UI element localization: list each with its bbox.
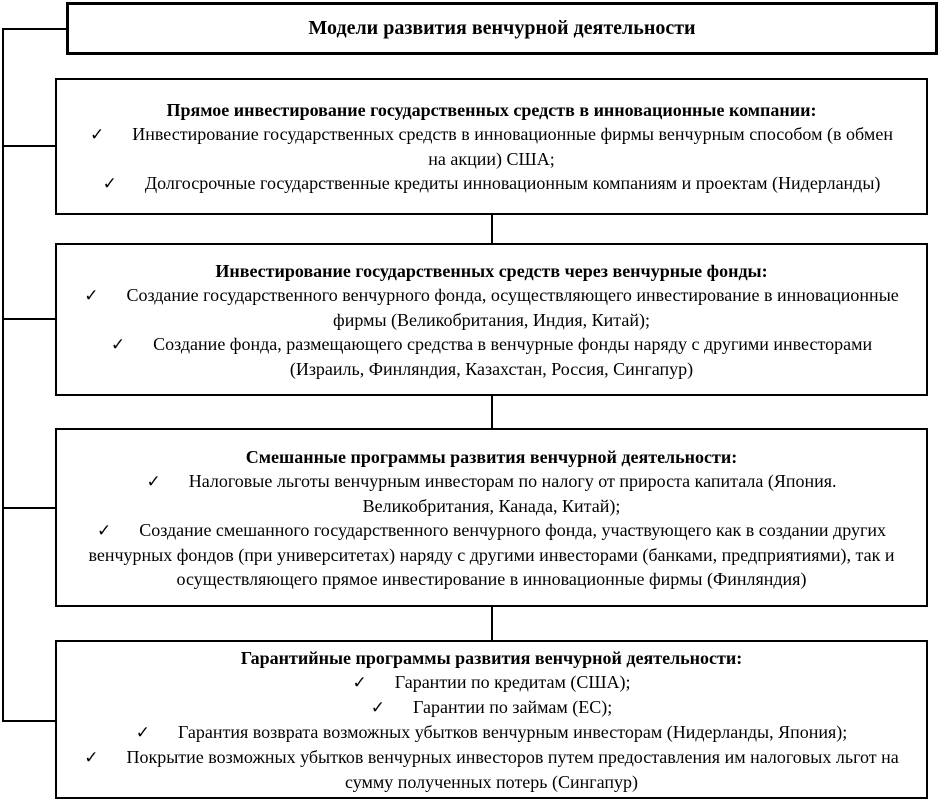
list-item-text: Долгосрочные государственные кредиты инновационным компаниям и проектам (Нидерланды) [144,172,881,193]
model-box-guarantee-programs [55,640,928,799]
list-item-text: Создание фонда, размещающего средства в венчурные фонды наряду с другими инвесторами (Израиль, Финляндия, Казахстан, Россия, Сингапур) [153,333,873,379]
connector-trunk-line [2,28,4,722]
diagram-title: Модели развития венчурной деятельности [308,17,696,39]
title-box [66,2,938,55]
list-item-text: Инвестирование государственных средств в инновационные фирмы венчурным способом (в обмен на акции) США; [132,123,893,169]
box-heading: Прямое инвестирование государственных средств в инновационные компании: [166,99,817,120]
list-item [79,518,904,591]
list-item-text: Гарантии по займам (ЕС); [413,696,613,717]
check-icon: ✓ [370,697,386,717]
list-item [79,469,904,518]
check-icon: ✓ [96,520,112,540]
connector-box2-box3 [491,396,493,428]
connector-box1-box2 [491,215,493,243]
list-item [79,171,904,196]
list-item [79,695,904,720]
check-icon: ✓ [135,722,150,742]
box-heading: Гарантийные программы развития венчурной деятельности: [240,647,743,668]
connector-branch-box-3 [2,507,55,509]
check-icon: ✓ [84,747,99,767]
connector-branch-box-4 [2,720,55,722]
list-item [79,720,904,745]
box-heading: Смешанные программы развития венчурной деятельности: [245,446,738,467]
connector-branch-title [2,28,66,30]
model-box-direct-investment [55,78,928,215]
check-icon: ✓ [90,124,105,144]
connector-branch-box-1 [2,145,55,147]
list-item [79,670,904,695]
check-icon: ✓ [352,672,367,692]
model-box-mixed-programs [55,428,928,607]
list-item-text: Покрытие возможных убытков венчурных инвесторов путем предоставления им налоговых льгот на сумму полученных потерь (Сингапур) [126,746,899,792]
list-item [79,332,904,381]
list-item-text: Налоговые льготы венчурным инвесторам по налогу от прироста капитала (Япония. Великобритания, Канада, Китай); [188,470,837,516]
list-item-text: Создание смешанного государственного венчурного фонда, участвующего как в создании других венчурных фондов (при университетах) наряду с другими инвесторами (банками, предприятиями), так и осуществляющего прямое инвестирование в инновационные фирмы (Финляндия) [88,519,895,589]
list-item [79,122,904,171]
connector-box3-box4 [491,607,493,640]
list-item-text: Создание государственного венчурного фонда, осуществляющего инвестирование в инновационные фирмы (Великобритания, Индия, Китай); [126,284,899,330]
check-icon: ✓ [110,334,126,354]
check-icon: ✓ [146,471,161,491]
box-heading: Инвестирование государственных средств через венчурные фонды: [215,260,768,281]
model-box-venture-funds [55,243,928,396]
list-item [79,283,904,332]
list-item-text: Гарантия возврата возможных убытков венчурным инвесторам (Нидерланды, Япония); [177,721,848,742]
check-icon: ✓ [84,285,99,305]
check-icon: ✓ [102,173,117,193]
list-item [79,745,904,794]
list-item-text: Гарантии по кредитам (США); [394,671,631,692]
connector-branch-box-2 [2,318,55,320]
